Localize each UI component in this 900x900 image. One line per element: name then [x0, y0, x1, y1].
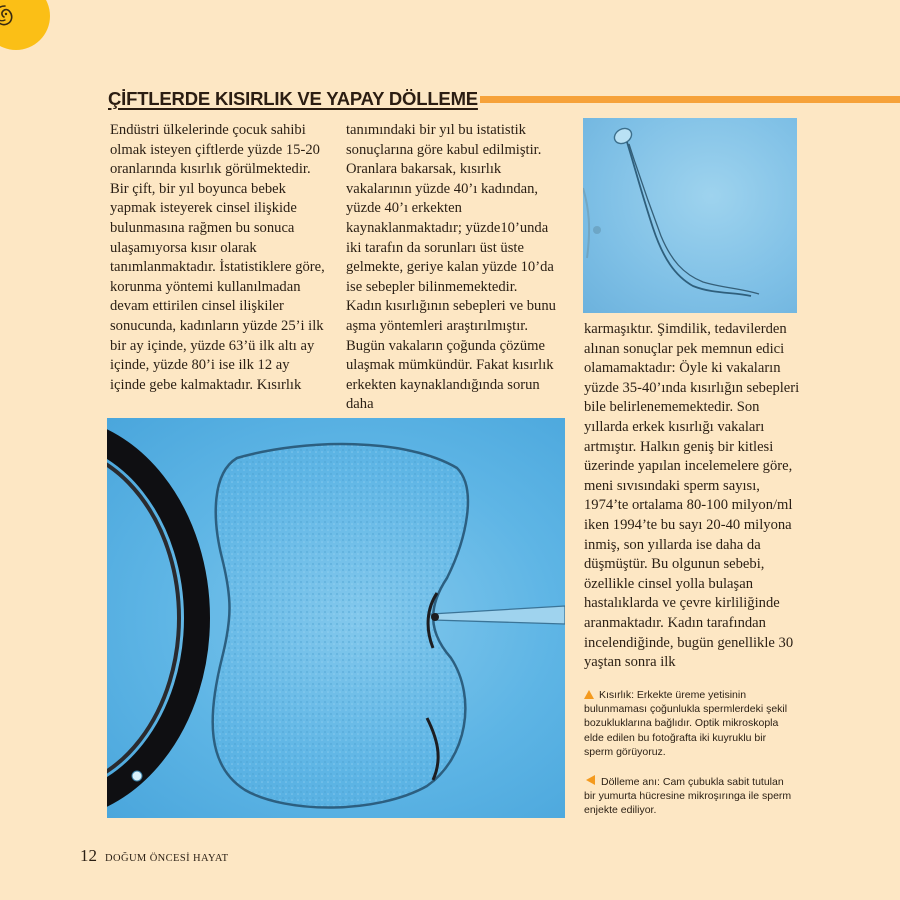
article-column-1 — [110, 121, 326, 395]
fetus-icon — [0, 2, 18, 30]
article-column-2 — [346, 121, 564, 415]
article-paragraph: karmaşıktır. Şimdilik, tedavilerden alınan sonuçlar pek memnun edici olamamaktadır: Öyle ki vakaların yüzde 35-40’ında kısırlığın sebepleri bile belirlenememektedir. Son yıllarda erkek kısırlığı vakaları artmıştır. Halkın geniş bir kitlesi üzerinde yapılan incelemelere göre, meni sıvısındaki sperm sayısı, 1974’te ortalama 80-100 milyon/ml iken 1994’te bu sayı 20-40 milyona inmiş, son yıllarda ise daha da düşmüştür. Bu olgunun sebebi, özellikle cinsel yolla bulaşan hastalıklarda ve çevre kirliliğinde aranmaktadır. Kadın tarafından incelendiğinde, bugün genellikle 30 yaştan sonra ilk — [584, 321, 800, 671]
caption-text: Dölleme anı: Cam çubukla sabit tutulan bir yumurta hücresine mikroşırınga ile sperm enjekte ediliyor. — [584, 776, 792, 817]
sperm-micrograph — [583, 118, 797, 313]
article-column-3 — [584, 320, 806, 673]
page-title: ÇİFTLERDE KISIRLIK VE YAPAY DÖLLEME — [108, 88, 478, 109]
article-paragraph: tanımındaki bir yıl bu istatistik sonuçlarına göre kabul edilmiştir. Oranlara bakarsak, kısırlık vakalarının yüzde 40’ı kadından, yüzde 40’ı erkekten kaynaklanmaktadır; yüzde10’unda iki tarafın da sorunları üst üste gelmekte, geriye kalan yüzde 10’da ise sebepler bilinmemektedir. — [346, 122, 554, 295]
triangle-left-icon — [586, 775, 595, 785]
page-number: 12 — [80, 846, 97, 865]
photo-caption-sperm — [584, 688, 796, 759]
running-footer-title: DOĞUM ÖNCESİ HAYAT — [105, 853, 229, 864]
photo-caption-egg — [584, 775, 796, 818]
article-paragraph: Endüstri ülkelerinde çocuk sahibi olmak isteyen çiftlerde yüzde 15-20 oranlarında kısırlık görülmektedir. Bir çift, bir yıl boyunca bebek yapmak isteyerek cinsel ilişkide bulunmasına rağmen bu sonuca ulaşamıyorsa kısır olarak tanımlanmaktadır. İstatistiklere göre, korunma yöntemi kullanılmadan devam ettirilen cinsel ilişkiler sonucunda, kadınların yüzde 25’i ilk bir ay içinde, yüzde 63’ü ilk altı ay içinde, yüzde 80’i ise ilk 12 ay içinde gebe kalmaktadır. Kısırlık — [110, 122, 325, 393]
caption-text: Kısırlık: Erkekte üreme yetisinin bulunmaması çoğunlukla spermlerdeki şekil bozukluklarına bağlıdır. Optik mikroskopla elde edilen bu fotoğrafta iki kuyruklu bir sperm görüyoruz. — [584, 689, 788, 758]
page-footer — [80, 846, 229, 866]
section-badge — [0, 0, 50, 50]
fertilization-micrograph — [107, 418, 565, 818]
article-paragraph: Kadın kısırlığının sebepleri ve bunu aşma yöntemleri araştırılmıştır. Bugün vakaların çoğunda çözüme ulaşmak mümkündür. Fakat kısırlık erkekten kaynaklandığında sorun daha — [346, 298, 556, 413]
triangle-up-icon — [584, 690, 594, 699]
